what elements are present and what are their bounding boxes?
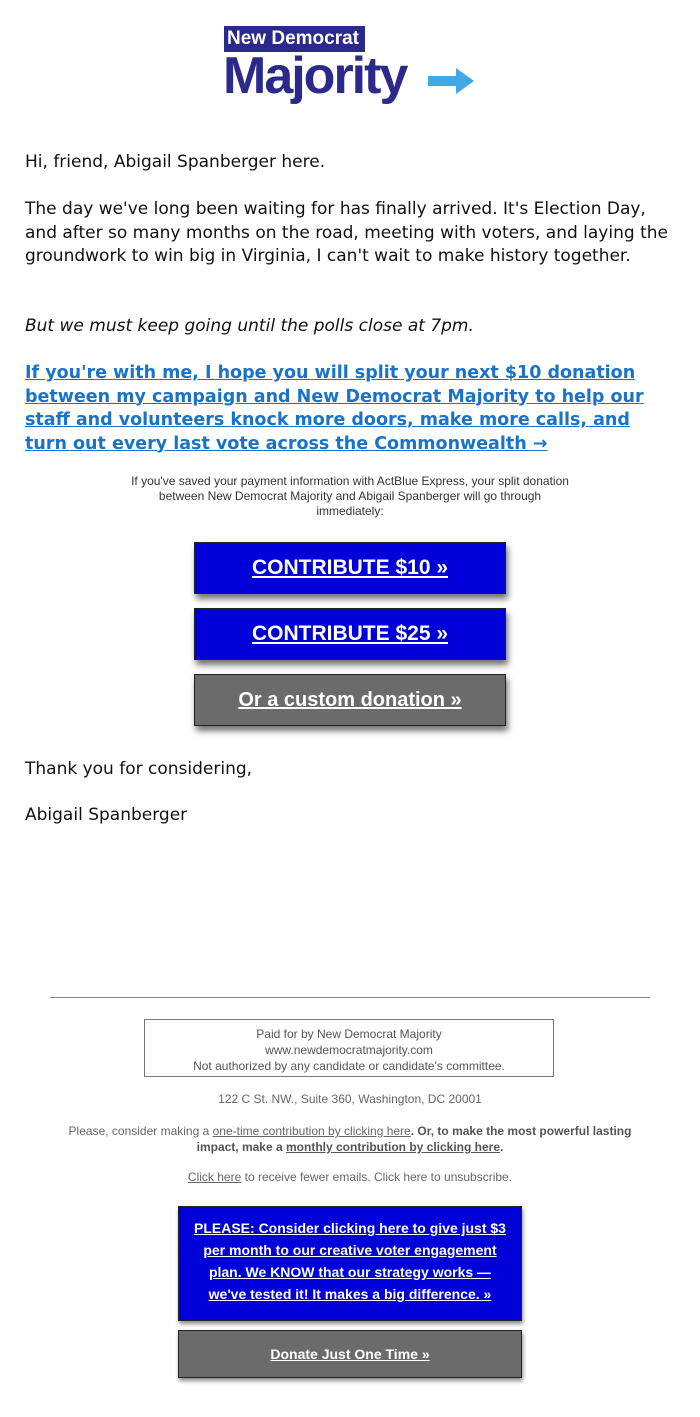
greeting-text: Hi, friend, Abigail Spanberger here.	[25, 152, 326, 172]
not-authorized-line: Not authorized by any candidate or candidate's committee.	[193, 1059, 505, 1073]
donate-one-time-button[interactable]: Donate Just One Time »	[178, 1330, 522, 1378]
website-line: www.newdemocratmajority.com	[265, 1043, 433, 1057]
footer-divider	[50, 997, 650, 998]
split-donation-link[interactable]: If you're with me, I hope you will split your next $10 donation between my campaign and New Democrat Majority to help our staff and volunteers knock more doors, make more calls, and turn out every last vote across the Commonwealth →	[25, 363, 644, 454]
logo-main-text: Majority	[223, 47, 407, 105]
address-text: 122 C St. NW., Suite 360, Washington, DC 20001	[218, 1092, 482, 1106]
monthly-contribution-link[interactable]: monthly contribution by clicking here	[286, 1140, 501, 1154]
logo-top-text: New Democrat	[224, 26, 365, 52]
custom-donation-button[interactable]: Or a custom donation »	[194, 674, 506, 726]
new-democrat-majority-logo	[224, 26, 474, 116]
paid-for-line: Paid for by New Democrat Majority	[256, 1027, 442, 1041]
contribute-10-button[interactable]: CONTRIBUTE $10 »	[194, 542, 506, 594]
fewer-emails-link[interactable]: Click here	[187, 1170, 242, 1184]
signature-text: Abigail Spanberger	[25, 805, 188, 825]
monthly-donation-button[interactable]: PLEASE: Consider clicking here to give just $3 per month to our creative voter engagement plan. We KNOW that our strategy works — we've tested it! It makes a big difference. »	[178, 1206, 522, 1321]
one-time-contribution-link[interactable]: one-time contribution by clicking here	[212, 1124, 411, 1138]
intro-paragraph: The day we've long been waiting for has finally arrived. It's Election Day, and after so many months on the road, meeting with voters, and laying the groundwork to win big in Virginia, I can't wait to make history together.	[25, 199, 668, 266]
arrow-icon	[428, 66, 474, 96]
closing-text: Thank you for considering,	[25, 759, 253, 779]
email-preferences-text: Click here to receive fewer emails. Click here to unsubscribe.	[187, 1170, 513, 1184]
contribute-25-button[interactable]: CONTRIBUTE $25 »	[194, 608, 506, 660]
emphasis-text: But we must keep going until the polls close at 7pm.	[25, 316, 474, 336]
contribution-options-text: Please, consider making a one-time contribution by clicking here. Or, to make the most powerful lasting impact, make a monthly contribution by clicking here.	[68, 1124, 632, 1154]
paid-for-disclaimer	[144, 1019, 554, 1077]
actblue-express-note: If you've saved your payment information with ActBlue Express, your split donation between New Democrat Majority and Abigail Spanberger will go through immediately:	[131, 474, 569, 518]
